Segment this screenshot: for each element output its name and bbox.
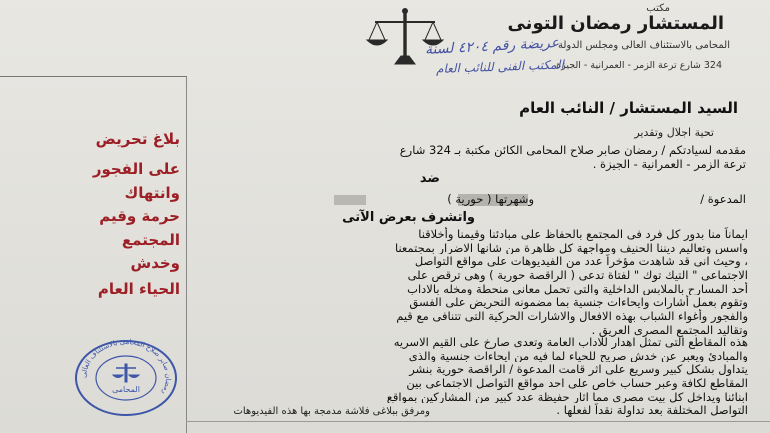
honor-heading: واتشرف بعرض الآتى [342,210,475,225]
intro-line: ترعة الزمر - العمرانية - الجيزة . [592,157,746,171]
lawyer-stamp [72,338,180,418]
paragraph-1 [188,227,748,337]
intro-line: مقدمه لسيادتكم / رمضان صابر صلاح المحامى الكائن مكتبة بـ 324 شارع [399,143,746,157]
lawyer-address: 324 شارع ترعة الزمر - العمرانية - الجيزة [556,60,722,71]
side-title-line: حرمة وقيم [99,207,180,225]
paragraph-line: المقاطع لكافة وعبر حساب خاص على احد مواقع التواصل الاجتماعى بين [406,376,748,390]
attachment-note: ومرفق ببلاغى فلاشة مدمجة بها هذه الفيديوهات [233,406,430,417]
paragraph-line: الاجتماعى " التيك توك " لفتاة تدعى ( الراقصة حورية ) وهى ترقص على [407,268,748,282]
paragraph-line: وتقاليد المجتمع المصرى العريق . [591,322,748,337]
paragraph-2 [188,335,748,417]
paragraph-line: وتقوم بعمل أشارات وايحاءات جنسية بما مضمونه التحريض على الفسق [409,295,748,310]
side-title-line: وانتهاك [124,184,180,202]
paragraph-line: يتداول بشكل كبير وسريع على اثر قامت المدعوة / الراقصة حورية بنشر [409,362,748,377]
handwritten-note-line2: المكتب الفنى للنائب العام [435,57,565,76]
redacted-text [334,195,366,205]
office-label: مكتب [646,3,670,14]
paragraph-line: أحد المسارح بالملابس الداخلية والتى تحمل معانى منحطة ومخله بالاداب [407,281,748,296]
paragraph-line: ، وحيث انى قد شاهدت مؤخراً عدد من الفيديوهات على مواقع التواصل [414,254,748,269]
footer-divider [186,421,770,422]
against-heading: ضد [419,171,440,186]
side-title-line: المجتمع [121,231,180,249]
lawyer-name: المستشار رمضان التونى [507,13,724,34]
greeting: تحية اجلال وتقدير [634,126,714,139]
side-title-line: على الفجور [92,160,180,178]
header-divider [0,76,187,77]
paragraph-line: ايماناً منا بدور كل فرد فى المجتمع بالحفاظ على مبادئنا وقيمنا وأخلاقنا [418,227,748,241]
side-title-line: بلاغ تحريض [95,130,180,148]
side-title-line: الحياء العام [97,280,180,298]
addressee: السيد المستشار / النائب العام [519,99,738,117]
paragraph-line: هذه المقاطع التى تمثل اهدار للاداب العامة وتعدى صارخ على القيم الاسريه [393,335,748,349]
scales-of-justice-icon [365,6,445,68]
paragraph-line: والفجور وأغواء الشباب بهذه الافعال والاشارات الحركية التى تتنافى مع قيم [396,309,748,323]
accused-nickname: وشهرتها ( حورية ) [447,192,534,206]
paragraph-line: التواصل المختلفة بعد تداولة نقداً لفعلها . [556,403,748,418]
handwritten-note-line1: عريضة رقم ٤٢٠٤ لسنة [424,34,560,58]
paragraph-line: واسس وتعاليم ديننا الحنيف ومواجهة كل ظاهرة من شانها الاضرار بمجتمعنا [394,240,748,255]
paragraph-line: ابنائنا ويداخل كل بيت مصرى مما اثار حفيظة عدد كبير من المشاركين بمواقع [386,389,748,404]
lawyer-title: المحامى بالاستئناف العالى ومجلس الدولة [558,40,730,51]
stamp-ring-text: رمضان صابر صلاح المحامى بالاستئناف العالى [79,338,173,396]
side-title-line: وخدش [130,254,180,272]
paragraph-line: والمبادئ ويعبر عن خدش صريح للحياء لما فيه من ايحاءات جنسية والذى [408,348,748,363]
accused-label: المدعوة / [700,192,746,206]
stamp-center-text: المحامى [112,385,140,394]
